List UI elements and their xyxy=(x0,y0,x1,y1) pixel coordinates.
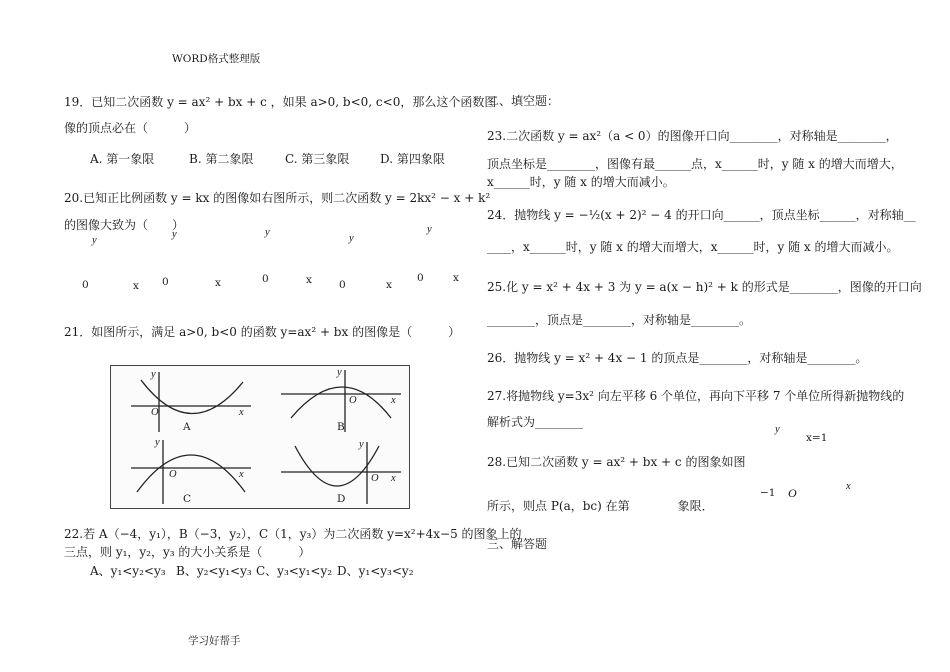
graph-d-x-label: x xyxy=(391,473,396,484)
q19-option-a: A. 第一象限 xyxy=(90,152,155,166)
q28-line1: 28.已知二次函数 y = ax² + bx + c 的图象如图 xyxy=(487,455,746,469)
q20-axis-o-5: 0 xyxy=(417,272,424,284)
q27-line1: 27.将抛物线 y=3x² 向左平移 6 个单位，再向下平移 7 个单位所得新抛物线的 xyxy=(487,389,905,403)
section-answer-heading: 三、解答题 xyxy=(487,537,548,551)
graph-c-y-label: y xyxy=(155,437,160,448)
page-footer: 学习好帮手 xyxy=(188,635,241,647)
q22-line2: 三点，则 y₁，y₂，y₃ 的大小关系是（ ） xyxy=(64,545,311,559)
q28-fig-symmetry-label: x=1 xyxy=(806,432,828,444)
q20-axis-y-4: y xyxy=(349,233,354,244)
q20-line2: 的图像大致为（ ） xyxy=(64,218,185,232)
q20-axis-x-4: x xyxy=(386,279,392,291)
graph-a-x-label: x xyxy=(239,407,244,418)
q19-option-b: B. 第二象限 xyxy=(189,152,254,166)
graph-b-label: B xyxy=(337,421,345,433)
page-header: WORD格式整理版 xyxy=(172,53,261,65)
q20-axis-x-5: x xyxy=(453,272,459,284)
q28-fig-minus-one: −1 xyxy=(760,487,776,499)
q23-line3: x______时，y 随 x 的增大而减小。 xyxy=(487,175,675,189)
q20-axis-y-2: y xyxy=(172,229,177,240)
graph-c-parabola xyxy=(137,455,245,492)
graph-b-x-label: x xyxy=(391,395,396,406)
q20-axis-o-1: 0 xyxy=(82,279,89,291)
graph-d-origin: O xyxy=(371,473,379,484)
q28-line2: 所示，则点 P(a，bc) 在第 象限． xyxy=(487,499,714,513)
graph-a-label: A xyxy=(183,421,191,433)
q19-option-d: D. 第四象限 xyxy=(380,152,445,166)
section-fill-in-heading: 二、填空题： xyxy=(487,94,560,108)
q28-fig-y-label: y xyxy=(775,424,780,435)
q27-line2: 解析式为________ xyxy=(487,415,584,429)
q24-line2: ____，x______时，y 随 x 的增大而增大，x______时，y 随 x 的增大而减小。 xyxy=(487,240,899,254)
q22-option-a: A、y₁<y₂<y₃ xyxy=(90,564,166,578)
q22-option-d: D、y₁<y₃<y₂ xyxy=(337,564,414,578)
q20-axis-x-3: x xyxy=(306,274,312,286)
q25-line1: 25.化 y = x² + 4x + 3 为 y = a(x − h)² + k 的形式是________，图像的开口向 xyxy=(487,280,922,294)
q20-line1: 20.已知正比例函数 y = kx 的图像如右图所示，则二次函数 y = 2kx² − x + k² xyxy=(64,191,491,205)
graph-d-y-label: y xyxy=(359,439,364,450)
q20-axis-x-2: x xyxy=(215,277,221,289)
graph-d-label: D xyxy=(337,493,346,505)
q20-axis-o-4: 0 xyxy=(339,279,346,291)
graph-b-origin: O xyxy=(349,395,357,406)
graph-c-x-label: x xyxy=(239,469,244,480)
q26-line: 26．抛物线 y = x² + 4x − 1 的顶点是________，对称轴是________。 xyxy=(487,351,868,365)
q28-fig-origin: O xyxy=(788,486,797,500)
q21-figure xyxy=(110,365,410,509)
q22-option-c: C、y₃<y₁<y₂ xyxy=(256,564,333,578)
graph-b-y-label: y xyxy=(337,367,342,378)
q20-axis-x-1: x xyxy=(133,280,139,292)
q20-axis-y-1: y xyxy=(92,235,97,246)
q23-line2: 顶点坐标是________，图像有最______点，x______时，y 随 x 的增大而增大， xyxy=(487,157,903,171)
graph-a-y-label: y xyxy=(151,369,156,380)
q19-option-c: C. 第三象限 xyxy=(285,152,350,166)
q22-option-b: B、y₂<y₁<y₃ xyxy=(176,564,252,578)
q24-line1: 24．抛物线 y = −½(x + 2)² − 4 的开口向______，顶点坐标______，对称轴__ xyxy=(487,208,916,222)
graph-a-origin: O xyxy=(151,407,159,418)
q23-line1: 23.二次函数 y = ax²（a < 0）的图像开口向________，对称轴是________， xyxy=(487,129,898,143)
q20-axis-o-2: 0 xyxy=(162,276,169,288)
q28-fig-x-label: x xyxy=(846,481,851,492)
graph-c-label: C xyxy=(183,493,192,505)
q22-line1: 22.若 A（−4，y₁），B（−3，y₂），C（1，y₃）为二次函数 y=x²+4x−5 的图象上的 xyxy=(64,527,522,541)
q20-axis-o-3: 0 xyxy=(262,273,269,285)
q21-line1: 21．如图所示，满足 a>0, b<0 的函数 y=ax² + bx 的图像是（ ） xyxy=(64,325,461,339)
graph-c-origin: O xyxy=(169,469,177,480)
q19-line2: 像的顶点必在（ ） xyxy=(64,121,197,135)
graph-b-parabola xyxy=(291,387,391,418)
q19-line1: 19．已知二次函数 y = ax² + bx + c ，如果 a>0, b<0, c<0，那么这个函数图 xyxy=(64,95,497,109)
q25-line2: ________，顶点是________，对称轴是________。 xyxy=(487,313,752,327)
q20-axis-y-5: y xyxy=(427,224,432,235)
q20-axis-y-3: y xyxy=(265,227,270,238)
